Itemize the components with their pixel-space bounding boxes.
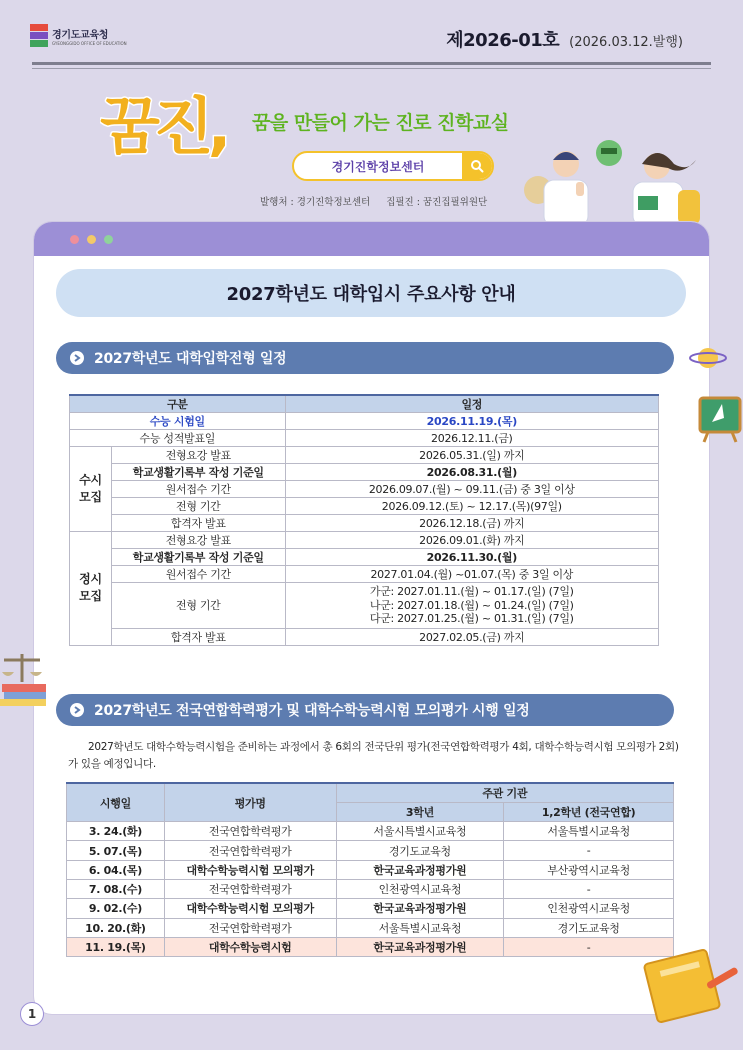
- exam-date: 7. 08.(수): [67, 879, 165, 898]
- jeongsi-period-label: 전형 기간: [111, 583, 285, 629]
- publisher-info: [260, 194, 487, 208]
- table-row: [70, 430, 659, 447]
- susi-row-value: 2026.12.18.(금) 까지: [285, 515, 658, 532]
- table-row: [70, 628, 659, 645]
- jeongsi-row-value: 2026.11.30.(월): [285, 549, 658, 566]
- exam-date: 5. 07.(목): [67, 841, 165, 860]
- table-row: [67, 899, 674, 918]
- susi-row-label: 합격자 발표: [111, 515, 285, 532]
- table-header-row: [70, 395, 659, 413]
- search-button[interactable]: [462, 153, 492, 179]
- table-row: [70, 447, 659, 464]
- table-row: [67, 918, 674, 937]
- exam-date: 3. 24.(화): [67, 822, 165, 841]
- exam-host-grade3: 한국교육과정평가원: [336, 937, 504, 956]
- chalkboard-icon: [694, 392, 743, 444]
- section1-title: 2027학년도 대학입학전형 일정: [94, 351, 287, 367]
- issue-number: 제2026-01호: [446, 30, 560, 51]
- susi-row-label: 원서접수 기간: [111, 481, 285, 498]
- org-name: 경기도교육청: [52, 30, 109, 41]
- jeongsi-result-value: 2027.02.05.(금) 까지: [285, 628, 658, 645]
- table-row: [70, 413, 659, 430]
- table-row: [67, 841, 674, 860]
- exam-host-grade12: 경기도교육청: [504, 918, 674, 937]
- exam-name: 전국연합학력평가: [164, 822, 336, 841]
- jeongsi-row-label: 학교생활기록부 작성 기준일: [111, 549, 285, 566]
- card-titlebar: [34, 222, 709, 256]
- section2-intro: 2027학년도 대학수학능력시험을 준비하는 과정에서 총 6회의 전국단위 평가(전국연합학력평가 4회, 대학수학능력시험 모의평가 2회)가 있을 예정입니다.: [68, 741, 679, 770]
- exam-name: 전국연합학력평가: [164, 841, 336, 860]
- header-rule-thin: [32, 68, 711, 69]
- csat-value: 2026.11.19.(목): [285, 413, 658, 430]
- susi-row-value: 2026.09.12.(토) ~ 12.17.(목)(97일): [285, 498, 658, 515]
- header-schedule: 일정: [285, 395, 658, 413]
- jeongsi-row-label: 원서접수 기간: [111, 566, 285, 583]
- header-rule: [32, 62, 711, 65]
- exam-host-grade3: 서울특별시교육청: [336, 918, 504, 937]
- exam-host-grade12: 서울특별시교육청: [504, 822, 674, 841]
- susi-row-label: 학교생활기록부 작성 기준일: [111, 464, 285, 481]
- section2-header: [56, 694, 674, 726]
- exam-name: 대학수학능력시험: [164, 937, 336, 956]
- students-illustration: [518, 120, 708, 226]
- period-line-da: 다군: 2027.01.25.(월) ~ 01.31.(일) (7일): [369, 612, 574, 625]
- window-dot-red: [70, 235, 79, 244]
- exam-name: 전국연합학력평가: [164, 879, 336, 898]
- exam-host-grade3: 인천광역시교육청: [336, 879, 504, 898]
- table-row: [70, 583, 659, 629]
- exam-date: 6. 04.(목): [67, 860, 165, 879]
- editor: 집필진 : 꿈진집필위원단: [386, 197, 488, 208]
- susi-row-value: 2026.09.07.(월) ~ 09.11.(금) 중 3일 이상: [285, 481, 658, 498]
- exam-host-grade3: 한국교육과정평가원: [336, 860, 504, 879]
- exam-host-grade12: -: [504, 841, 674, 860]
- table-row: [67, 937, 674, 956]
- exam-name: 대학수학능력시험 모의평가: [164, 860, 336, 879]
- exam-date: 11. 19.(목): [67, 937, 165, 956]
- exam-name: 대학수학능력시험 모의평가: [164, 899, 336, 918]
- table-row: [67, 822, 674, 841]
- search-bar-text: 경기진학정보센터: [331, 159, 425, 174]
- window-dot-yellow: [87, 235, 96, 244]
- exam-host-grade3: 서울시특별시교육청: [336, 822, 504, 841]
- header-grade12: 1,2학년 (전국연합): [504, 802, 674, 821]
- jeongsi-row-value: 2027.01.04.(월) ~01.07.(목) 중 3일 이상: [285, 566, 658, 583]
- jeongsi-group-text: 정시 모집: [79, 572, 102, 604]
- search-icon: [470, 159, 484, 173]
- mock-exam-table: [66, 782, 674, 957]
- table-row: [70, 464, 659, 481]
- susi-group-label: [70, 447, 112, 532]
- table-row: [70, 532, 659, 549]
- susi-row-label: 전형요강 발표: [111, 447, 285, 464]
- jeongsi-row-label: 전형요강 발표: [111, 532, 285, 549]
- susi-group-text: 수시 모집: [79, 473, 102, 504]
- admission-schedule-table: [69, 394, 659, 646]
- org-logo-mark: [30, 24, 48, 48]
- scale-icon: [0, 648, 50, 710]
- jeongsi-row-value: 2026.09.01.(화) 까지: [285, 532, 658, 549]
- org-eng-name: GYEONGGIDO OFFICE OF EDUCATION: [52, 41, 127, 46]
- table-row: [67, 879, 674, 898]
- table-row: [70, 515, 659, 532]
- issue-info: [446, 26, 683, 52]
- table-row: [70, 566, 659, 583]
- table-row: [70, 481, 659, 498]
- book-icon: [640, 936, 743, 1026]
- window-dot-green: [104, 235, 113, 244]
- exam-host-grade3: 경기도교육청: [336, 841, 504, 860]
- csat-score-value: 2026.12.11.(금): [285, 430, 658, 447]
- search-bar[interactable]: [292, 151, 494, 181]
- chevron-right-icon: [70, 351, 84, 365]
- period-line-ga: 가군: 2027.01.11.(월) ~ 01.17.(일) (7일): [369, 585, 574, 598]
- header-category: 구분: [70, 395, 286, 413]
- susi-row-label: 전형 기간: [111, 498, 285, 515]
- header-exam-name: 평가명: [164, 783, 336, 822]
- exam-date: 9. 02.(수): [67, 899, 165, 918]
- csat-label: 수능 시험일: [70, 413, 286, 430]
- planet-icon: [688, 340, 728, 376]
- exam-host-grade12: 인천광역시교육청: [504, 899, 674, 918]
- publisher: 발행처 : 경기진학정보센터: [260, 197, 371, 208]
- issue-date: (2026.03.12.발행): [569, 35, 683, 50]
- section2-title: 2027학년도 전국연합학력평가 및 대학수학능력시험 모의평가 시행 일정: [94, 703, 530, 719]
- exam-host-grade12: -: [504, 937, 674, 956]
- header-grade3: 3학년: [336, 802, 504, 821]
- jeongsi-period-value: [285, 583, 658, 629]
- jeongsi-result-label: 합격자 발표: [111, 628, 285, 645]
- section1-header: [56, 342, 674, 374]
- table-header-row: [67, 783, 674, 802]
- page-number: 1: [20, 1002, 44, 1026]
- table-row: [70, 498, 659, 515]
- table-row: [70, 549, 659, 566]
- header-host: 주관 기관: [336, 783, 673, 802]
- jeongsi-group-label: [70, 532, 112, 646]
- exam-date: 10. 20.(화): [67, 918, 165, 937]
- exam-name: 전국연합학력평가: [164, 918, 336, 937]
- exam-host-grade3: 한국교육과정평가원: [336, 899, 504, 918]
- csat-score-label: 수능 성적발표일: [70, 430, 286, 447]
- period-line-na: 나군: 2027.01.18.(월) ~ 01.24.(일) (7일): [369, 598, 574, 612]
- chevron-right-icon: [70, 703, 84, 717]
- brand-logo-text: 꿈진,: [100, 90, 226, 162]
- exam-host-grade12: -: [504, 879, 674, 898]
- susi-row-value: 2026.08.31.(월): [285, 464, 658, 481]
- susi-row-value: 2026.05.31.(일) 까지: [285, 447, 658, 464]
- table-row: [67, 860, 674, 879]
- org-logo: [30, 24, 127, 48]
- header-date: 시행일: [67, 783, 165, 822]
- slogan: 꿈을 만들어 가는 진로 진학교실: [252, 112, 509, 134]
- main-title: 2027학년도 대학입시 주요사항 안내: [56, 269, 686, 317]
- content-card: [34, 222, 709, 1014]
- brand-logo: [100, 82, 270, 162]
- exam-host-grade12: 부산광역시교육청: [504, 860, 674, 879]
